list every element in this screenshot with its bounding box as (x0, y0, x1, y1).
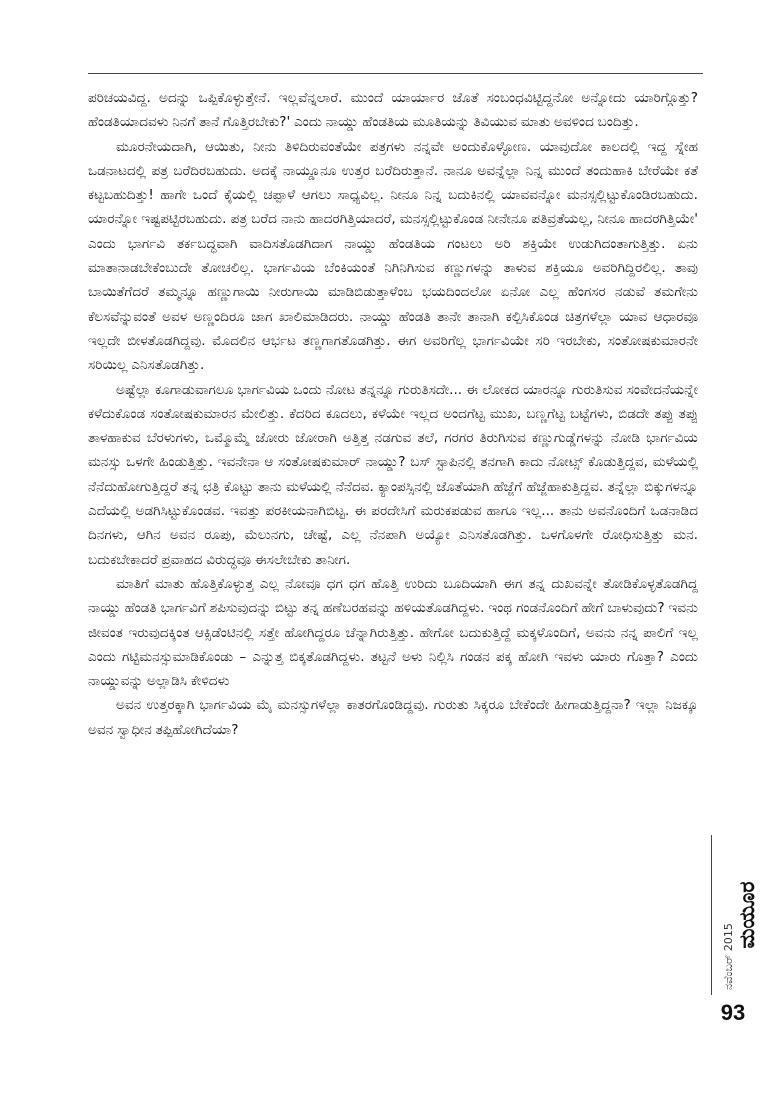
article-body (88, 86, 698, 742)
paragraph-3: ಅಷ್ಟೆಲ್ಲಾ ಕೂಗಾಡುವಾಗಲೂ ಭಾರ್ಗವಿಯ ಒಂದು ನೋಟ ತನ್ನನ್ನೂ ಗುರುತಿಸದೇ... ಈ ಲೋಕದ ಯಾರನ್ನೂ ಗುರುತಿಸುವ ಸಂವೇದನೆಯನ್ನೇ ಕಳೆದುಕೊಂಡ ಸಂತೋಷಕುಮಾರನ ಮೇಲಿತ್ತು. ಕೆದರಿದ ಕೂದಲು, ಕಳೆಯೇ ಇಲ್ಲದ ಅಂದಗೆಟ್ಟ ಮುಖ, ಬಣ್ಣಗೆಟ್ಟ ಬಟ್ಟೆಗಳು, ಬಿಡದೇ ತಪ್ಪು ತಪ್ಪು ತಾಳಹಾಕುವ ಬೆರಳುಗಳು, ಒಮ್ಮೊಮ್ಮೆ ಜೋರು ಜೋರಾಗಿ ಅತ್ತಿತ್ತ ನಡಗುವ ತಲೆ, ಗರಗರ ತಿರುಗಿಸುವ ಕಣ್ಣುಗುಡ್ಡೆಗಳನ್ನು ನೋಡಿ ಭಾರ್ಗವಿಯ ಮನಸ್ಸು ಒಳಗೇ ಹಿಂಡುತ್ತಿತ್ತು. ಇವನೇನಾ ಆ ಸಂತೋಷಕುಮಾರ್ ನಾಯ್ಡು? ಬಸ್ ಸ್ಟಾಪಿನಲ್ಲಿ ತನಗಾಗಿ ಕಾದು ನೋಟ್ಸ್ ಕೊಡುತ್ತಿದ್ದವ, ಮಳೆಯಲ್ಲಿ ನೆನೆದುಹೋಗುತ್ತಿದ್ದರೆ ತನ್ನ ಛತ್ರಿ ಕೊಟ್ಟು ತಾನು ಮಳೆಯಲ್ಲಿ ನೆನೆದವ. ಕ್ಯಾಂಪಸ್ಸಿನಲ್ಲಿ ಜೊತೆಯಾಗಿ ಹೆಜ್ಜೆಗೆ ಹೆಜ್ಜೆಹಾಕುತ್ತಿದ್ದವ. ತನ್ನೆಲ್ಲಾ ಬಿಕ್ಕುಗಳನ್ನೂ ಎದೆಯಲ್ಲಿ ಅಡಗಿಸಿಟ್ಟುಕೊಂಡವ. ಇವತ್ತು ಪರಕೀಯನಾಗಿಬಿಟ್ಟ. ಈ ಪರದೇಸಿಗೆ ಮರುಕಪಡುವ ಹಾಗೂ ಇಲ್ಲ... ತಾನು ಅವನೊಂದಿಗೆ ಒಡನಾಡಿದ ದಿನಗಳು, ಆಗಿನ ಅವನ ರೂಪು, ಮೆಲುನಗು, ಚೇಷ್ಟೆ, ಎಲ್ಲ ನೆನಪಾಗಿ ಅಯ್ಯೋ ಎನಿಸತೊಡಗಿತ್ತು. ಒಳಗೊಳಗೇ ರೋಧಿಸುತ್ತಿತ್ತು ಮನ. ಬದುಕಬೇಕಾದರೆ ಪ್ರವಾಹದ ವಿರುದ್ಧವೂ ಈಸಲೇಬೇಕು ತಾನೀಗ. (88, 381, 698, 568)
paragraph-4: ಮಾತಿಗೆ ಮಾತು ಹೊತ್ತಿಕೊಳ್ಳುತ್ತ ಎಲ್ಲ ನೋವೂ ಧಗ ಧಗ ಹೊತ್ತಿ ಉರಿದು ಬೂದಿಯಾಗಿ ಈಗ ತನ್ನ ದುಖವನ್ನೇ ತೋಡಿಕೊಳ್ಳತೊಡಗಿದ್ದ ನಾಯ್ಡು ಹೆಂಡತಿ ಭಾರ್ಗವಿಗೆ ಶಪಿಸುವುದನ್ನು ಬಿಟ್ಟು ತನ್ನ ಹಣೆಬರಹವನ್ನು ಹಳಿಯತೊಡಗಿದ್ದಳು. ಇಂಥ ಗಂಡನೊಂದಿಗೆ ಹೇಗೆ ಬಾಳುವುದು? ಇವನು ಜೀವಂತ ಇರುವುದಕ್ಕಿಂತ ಆಕ್ಸಿಡೆಂಟಿನಲ್ಲಿ ಸತ್ತೇ ಹೋಗಿದ್ದರೂ ಚೆನ್ನಾಗಿರುತ್ತಿತ್ತು. ಹೇಗೋ ಬದುಕುತ್ತಿದ್ದೆ ಮಕ್ಕಳೊಂದಿಗೆ, ಅವನು ನನ್ನ ಪಾಲಿಗೆ ಇಲ್ಲ ಎಂದು ಗಟ್ಟಿಮನಸ್ಸುಮಾಡಿಕೊಂಡು – ಎನ್ನುತ್ತ ಬಿಕ್ಕತೊಡಗಿದ್ದಳು. ತಟ್ಟನೆ ಅಳು ನಿಲ್ಲಿಸಿ ಗಂಡನ ಪಕ್ಕ ಹೋಗಿ ಇವಳು ಯಾರು ಗೊತ್ತಾ? ಎಂದು ನಾಯ್ಡುವನ್ನು ಅಲ್ಲಾಡಿಸಿ ಕೇಳಿದಳು (88, 575, 698, 690)
paragraph-5: ಅವನ ಉತ್ತರಕ್ಕಾಗಿ ಭಾರ್ಗವಿಯ ಮೈ ಮನಸ್ಸುಗಳೆಲ್ಲಾ ಕಾತರಗೊಂಡಿದ್ದವು. ಗುರುತು ಸಿಕ್ಕರೂ ಬೇಕೆಂದೇ ಹೀಗಾಡುತ್ತಿದ್ದನಾ? ಇಲ್ಲಾ ನಿಜಕ್ಕೂ ಅವನ ಸ್ವಾಧೀನ ತಪ್ಪಿಹೋಗಿದೆಯಾ? (88, 697, 698, 738)
header-rule (88, 73, 703, 74)
paragraph-2: ಮೂರನೇಯದಾಗಿ, ಆಯಿತು, ನೀನು ತಿಳಿದಿರುವಂತೆಯೇ ಪತ್ರಗಳು ನನ್ನವೇ ಅಂದುಕೊಳ್ಳೋಣ. ಯಾವುದೋ ಕಾಲದಲ್ಲಿ ಇದ್ದ ಸ್ನೇಹ ಒಡನಾಟದಲ್ಲಿ ಪತ್ರ ಬರೆದಿರಬಹುದು. ಅದಕ್ಕೆ ನಾಯ್ಡೂನೂ ಉತ್ತರ ಬರೆದಿರುತ್ತಾನೆ. ನಾನೂ ಅವನ್ನೆಲ್ಲಾ ನಿನ್ನ ಮುಂದೆ ತಂದುಹಾಕಿ ಬೇರೆಯೇ ಕತೆ ಕಟ್ಟಬಹುದಿತ್ತು! ಹಾಗೇ ಒಂದೆ ಕೈಯಲ್ಲಿ ಚಪ್ಪಾಳೆ ಆಗಲು ಸಾಧ್ಯವಿಲ್ಲ. ನೀನೂ ನಿನ್ನ ಬದುಕಿನಲ್ಲಿ ಯಾವವನ್ನೋ ಮನಸ್ಸಲ್ಲಿಟ್ಟುಕೊಂಡಿರಬಹುದು. ಯಾರನ್ನೋ ಇಷ್ಟಪಟ್ಟಿರಬಹುದು. ಪತ್ರ ಬರೆದ ನಾನು ಹಾದರಗಿತ್ತಿಯಾದರೆ, ಮನಸ್ಸಲ್ಲಿಟ್ಟುಕೊಂಡ ನೀನೇನೂ ಪತಿವ್ರತೆಯಲ್ಲ, ನೀನೂ ಹಾದರಗಿತ್ತಿಯೇ' ಎಂದು ಭಾರ್ಗವಿ ತರ್ಕಬದ್ಧವಾಗಿ ವಾದಿಸತೊಡಗಿದಾಗ ನಾಯ್ಡು ಹೆಂಡತಿಯ ಗಂಟಲು ಅರಿ ಶಕ್ತಿಯೇ ಉಡುಗಿದಂತಾಗುತ್ತಿತ್ತು. ಏನು ಮಾತಾನಾಡಬೇಕೆಂಬುದೇ ತೋಚಲಿಲ್ಲ. ಭಾರ್ಗವಿಯ ಬೆಂಕಿಯಂತೆ ನಿಗಿನಿಗಿಸುವ ಕಣ್ಣುಗಳನ್ನು ತಾಳುವ ಶಕ್ತಿಯೂ ಅವರಿಗಿದ್ದಿರಲಿಲ್ಲ. ತಾವು ಬಾಯಿತೆಗೆದರೆ ತಮ್ಮನ್ನೂ ಹಣ್ಣುಗಾಯಿ ನೀರುಗಾಯಿ ಮಾಡಿಬಿಡುತ್ತಾಳೆಂಬ ಭಯದಿಂದಲೋ ಏನೋ ಎಲ್ಲ ಹೆಂಗಸರ ನಡುವೆ ತಮಗೇನು ಕೆಲಸವೆನ್ನುವಂತೆ ಅವಳ ಅಣ್ಣಂದಿರೂ ಜಾಗ ಖಾಲಿಮಾಡಿದರು. ನಾಯ್ಡು ಹೆಂಡತಿ ತಾನೇ ತಾನಾಗಿ ಕಲ್ಪಿಸಿಕೊಂಡ ಚಿತ್ರಗಳೆಲ್ಲಾ ಯಾವ ಆಧಾರವೂ ಇಲ್ಲದೇ ಬೀಳತೊಡಗಿದ್ದವು. ಮೊದಲಿನ ಆರ್ಭಟ ತಣ್ಣಗಾಗತೊಡಗಿತ್ತು. ಈಗ ಅವರಿಗೆಲ್ಲ ಭಾರ್ಗವಿಯೇ ಸರಿ ಇರಬೇಕು, ಸಂತೋಷಕುಮಾರನೇ ಸರಿಯಿಲ್ಲ ಎನಿಸತೊಡಗಿತ್ತು. (88, 138, 698, 374)
issue-date: ನವೆಂಬರ್ 2015 (722, 923, 735, 990)
margin-rule (711, 835, 712, 995)
page-number: 93 (720, 1000, 746, 1025)
magazine-title: ಮಯೂರ (735, 881, 759, 949)
paragraph-1: ಪರಿಚಯವಿದ್ದ. ಅದನ್ನು ಒಪ್ಪಿಕೊಳ್ಳುತ್ತೇನೆ. ಇಲ್ಲವೆನ್ನಲಾರೆ. ಮುಂದೆ ಯಾರ್ಯಾರ ಜೊತೆ ಸಂಬಂಧವಿಟ್ಟಿದ್ದನೋ ಅನ್ನೋದು ಯಾರಿಗ್ಗೊತ್ತು? ಹೆಂಡತಿಯಾದವಳು ನಿನಗೆ ತಾನೆ ಗೊತ್ತಿರಬೇಕು?' ಎಂದು ನಾಯ್ಡು ಹೆಂಡತಿಯ ಮೂತಿಯನ್ನು ತಿವಿಯುವ ಮಾತು ಅವಳಿಂದ ಬಂದಿತ್ತು. (88, 90, 698, 131)
magazine-strip (715, 840, 759, 990)
